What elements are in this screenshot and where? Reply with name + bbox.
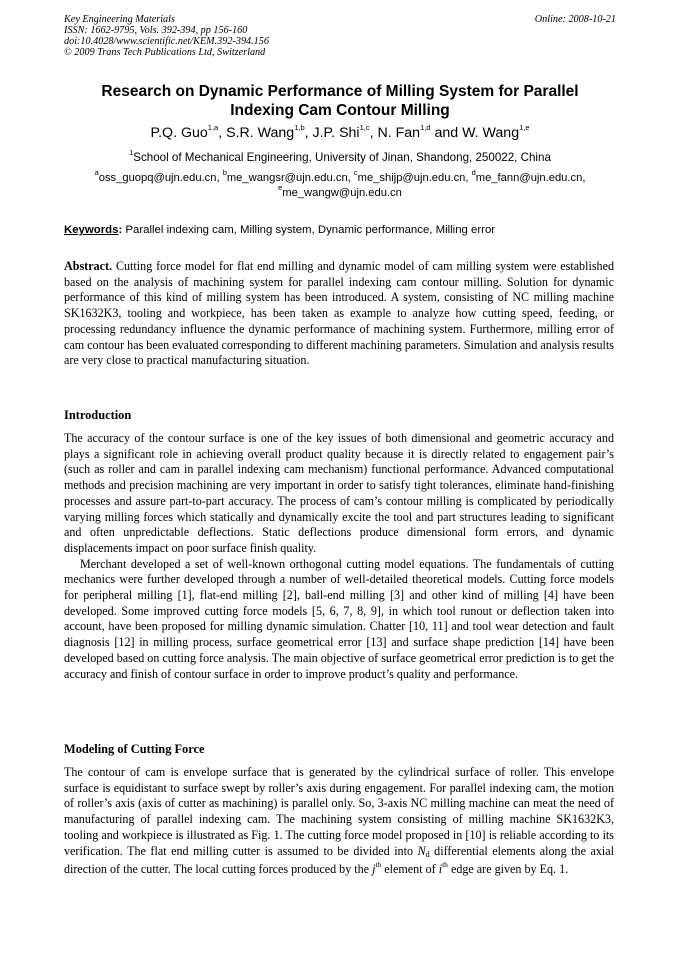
text-run: The contour of cam is envelope surface that is generated by the cylindrical surface of roller. This envelope surface is equidistant to surface swept by roller’s axis during engagement. For parallel indexing cam, the motion of roller’s axis (axis of cutter as machining) is parallel only. So, 3-axis NC milling machine can meat the need of manufacturing of parallel indexing cam. The machining system consisting of milling machine SK1632K3, tooling and workpiece is illustrated as Fig. 1. The cutting force model proposed in [10] is reliable according to its verification. The flat end milling cutter is assumed to be divided into [64, 765, 614, 858]
keywords [64, 223, 624, 237]
author-sup: 1,d [420, 123, 431, 133]
author-list [64, 124, 616, 142]
email-address[interactable]: oss_guopq@ujn.edu.cn [98, 172, 217, 184]
affiliation-sup: 1 [129, 148, 134, 158]
author-sep: , [369, 125, 378, 141]
author-name: W. Wang [462, 125, 520, 141]
email-address[interactable]: me_shijp@ujn.edu.cn [357, 172, 466, 184]
email-sep: , [347, 172, 354, 184]
introduction-section [64, 431, 614, 682]
email-sup: a [94, 168, 99, 178]
journal-name: Key Engineering Materials [64, 14, 175, 25]
email-address[interactable]: me_wangsr@ujn.edu.cn [226, 172, 348, 184]
abstract-label: Abstract. [64, 259, 113, 273]
author-sep: , [218, 125, 227, 141]
introduction-heading: Introduction [64, 408, 132, 422]
modeling-heading: Modeling of Cutting Force [64, 742, 205, 756]
email-line-2 [50, 182, 630, 201]
keywords-text: Parallel indexing cam, Milling system, Dynamic performance, Milling error [122, 224, 496, 236]
author-sup: 1,c [359, 123, 370, 133]
email-sup: e [278, 182, 283, 192]
modeling-section [64, 765, 614, 878]
author-sup: 1,b [294, 123, 305, 133]
author-name: S.R. Wang [226, 125, 295, 141]
email-address[interactable]: me_fann@ujn.edu.cn [475, 172, 583, 184]
affiliation [64, 150, 616, 165]
author-name: J.P. Shi [312, 125, 360, 141]
author-name: N. Fan [377, 125, 421, 141]
abstract [64, 259, 614, 369]
text-run: element of [381, 862, 439, 877]
text-run: edge are given by Eq. 1. [447, 862, 569, 877]
copyright-line: © 2009 Trans Tech Publications Ltd, Switzerland [64, 47, 266, 58]
math-symbol: i [438, 862, 443, 877]
author-name: P.Q. Guo [150, 125, 208, 141]
author-sep: , [304, 125, 313, 141]
math-superscript: th [375, 860, 382, 870]
author-sup: 1,a [207, 123, 219, 133]
email-sup: b [222, 168, 227, 178]
title-line-2: Indexing Cam Contour Milling [230, 102, 450, 119]
abstract-text: Cutting force model for flat end milling and dynamic model of cam milling system were established based on the analysis of machining system for parallel indexing cam contour milling. Solution for dynamic performance of this kind of milling system has been introduced. A system, consisting of NC milling machine SK1632K3, tooling and workpiece, has been taken as example to analyze how cutting speed, feeding, or processing redundancy influence the dynamic performance of machining system. Furthermore, milling error of cam contour has been evaluated corresponding to different machining parameters. Simulation and analysis results are very close to practical manufacturing situation. [64, 259, 614, 368]
text-run: differential elements along the axial direction of the cutter. The local cutting forces produced by the [64, 843, 614, 877]
paragraph: The accuracy of the contour surface is one of the key issues of both dimensional and geometric accuracy and plays a significant role in achieving overall product quality because it is directly related to engagement pair’s (such as roller and cam in parallel indexing cam mechanism) functional performance. Advanced computational methods and precision machining are very important in order to satisfy tight tolerances, eliminate hand-finishing processes and assure part-to-part accuracy. The process of cam’s contour milling is complicated by periodically varying milling forces which statically and dynamically excite the tool and part structures leading to significant and often unpredictable deflections. Static deflections produce dimensional form errors, and dynamic displacements impact on poor surface finish quality. [64, 431, 614, 555]
author-sep: and [430, 125, 463, 141]
paragraph [64, 765, 614, 878]
paragraph: Merchant developed a set of well-known orthogonal cutting model equations. The fundamentals of cutting mechanics were further developed through a number of well-detailed theoretical models. Cutting force models for peripheral milling [1], flat-end milling [2], ball-end milling [3] and other kind of milling [4] have been developed. Some improved cutting force models [5, 6, 7, 8, 9], in which tool runout or deflection taken into account, have been proposed for milling dynamic simulation. Chatter [10, 11] and tool wear detection and fault diagnosis [12] in milling process, surface geometrical error [13] and surface shape prediction [14] have been developed based on cutting force analysis. The main objective of surface geometrical error prediction is to get the accuracy and finish of contour surface in order to improve product’s quality and performance. [64, 556, 614, 681]
online-date: Online: 2008-10-21 [534, 14, 616, 25]
paper-title [64, 82, 616, 120]
email-line-1 [50, 168, 630, 186]
math-superscript: th [442, 860, 448, 870]
doi-line: doi:10.4028/www.scientific.net/KEM.392-394.156 [64, 36, 269, 47]
email-sep: , [582, 172, 586, 184]
affiliation-text: School of Mechanical Engineering, University of Jinan, Shandong, 250022, China [133, 151, 551, 164]
email-list [50, 168, 630, 200]
email-sup: c [353, 168, 358, 178]
email-sup: d [471, 168, 476, 178]
issn-line: ISSN: 1662-9795, Vols. 392-394, pp 156-160 [64, 25, 248, 36]
keywords-label: Keywords [64, 224, 119, 236]
journal-meta [64, 14, 616, 58]
math-subscript: d [425, 849, 430, 859]
author-sup: 1,e [519, 123, 530, 133]
title-line-1: Research on Dynamic Performance of Milling System for Parallel [101, 83, 579, 100]
email-sep: , [465, 172, 472, 184]
email-address[interactable]: me_wangw@ujn.edu.cn [282, 186, 402, 199]
math-symbol: N [417, 843, 426, 858]
email-sep: , [216, 172, 223, 184]
math-symbol: j [372, 862, 376, 877]
keywords-colon: : [118, 224, 123, 236]
